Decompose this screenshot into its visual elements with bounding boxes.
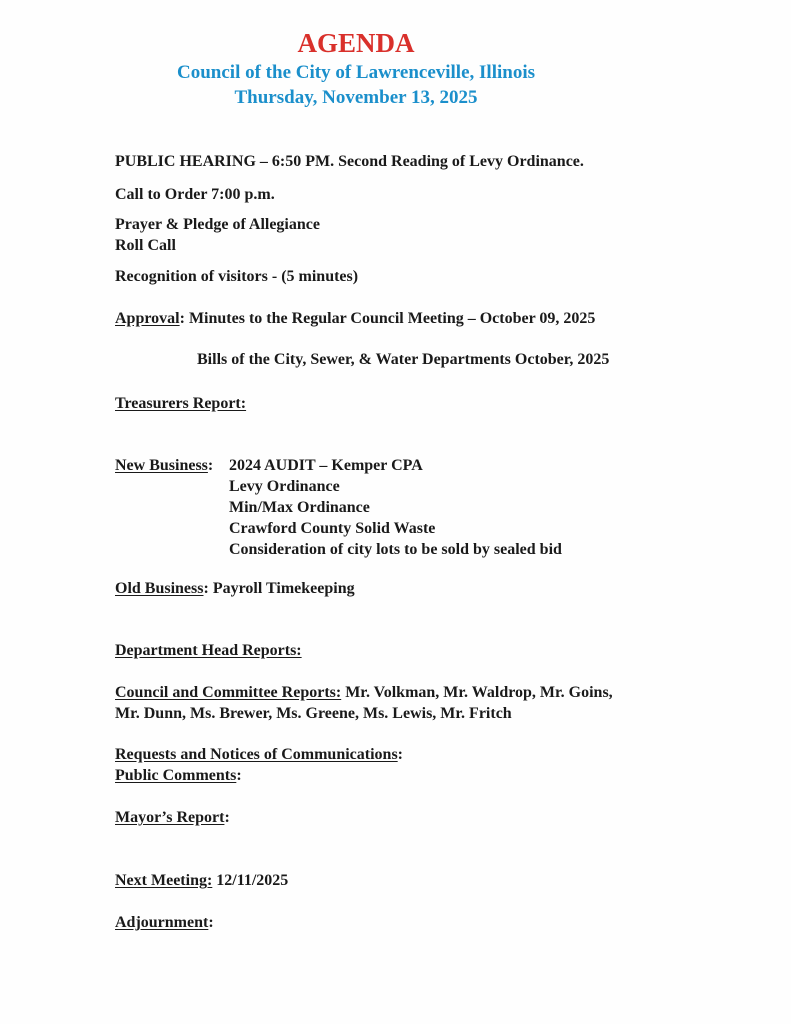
old-business-label: Old Business [115, 580, 204, 597]
requests-colon: : [397, 746, 403, 763]
requests-label: Requests and Notices of Communications [115, 746, 398, 763]
call-to-order: Call to Order 7:00 p.m. [115, 186, 275, 203]
adjournment-colon: : [208, 914, 214, 931]
new-business-label-row [115, 455, 213, 476]
council-reports-members-1: Mr. Volkman, Mr. Waldrop, Mr. Goins, [341, 684, 613, 701]
mayors-report-colon: : [224, 809, 230, 826]
public-comments-label: Public Comments [115, 767, 237, 784]
treasurers-report: Treasurers Report: [115, 395, 247, 412]
requests-section [115, 744, 403, 765]
next-meeting-label: Next Meeting: [115, 872, 213, 889]
council-reports-label: Council and Committee Reports: [115, 684, 342, 701]
mayors-report-label: Mayor’s Report [115, 809, 225, 826]
department-head-reports: Department Head Reports: [115, 642, 302, 659]
public-hearing: PUBLIC HEARING – 6:50 PM. Second Reading of Levy Ordinance. [115, 153, 584, 170]
approval-minutes: Minutes to the Regular Council Meeting – October 09, 2025 [184, 310, 596, 327]
mayors-report-section [115, 807, 230, 828]
list-item: Min/Max Ordinance [229, 499, 370, 516]
adjournment-label: Adjournment [115, 914, 209, 931]
next-meeting-date: 12/11/2025 [212, 872, 289, 889]
list-item: Consideration of city lots to be sold by sealed bid [229, 541, 562, 558]
approval-colon: : [179, 310, 185, 327]
approval-bills: Bills of the City, Sewer, & Water Departments October, 2025 [197, 351, 610, 368]
council-name: Council of the City of Lawrenceville, Illinois [177, 62, 535, 83]
list-item: Levy Ordinance [229, 478, 340, 495]
adjournment-section [115, 912, 214, 933]
new-business-list [229, 455, 562, 560]
public-comments-section [115, 765, 242, 786]
next-meeting-section [115, 870, 288, 891]
roll-call: Roll Call [115, 237, 176, 254]
approval-section [115, 308, 595, 329]
meeting-date: Thursday, November 13, 2025 [234, 87, 478, 108]
agenda-title: AGENDA [297, 28, 415, 58]
old-business-section [115, 578, 355, 599]
approval-label: Approval [115, 310, 180, 327]
old-business-item: Payroll Timekeeping [208, 580, 355, 597]
list-item: Crawford County Solid Waste [229, 520, 436, 537]
council-reports-line1 [115, 682, 613, 703]
new-business-label: New Business [115, 457, 208, 474]
council-reports-members-2: Mr. Dunn, Ms. Brewer, Ms. Greene, Ms. Lewis, Mr. Fritch [115, 705, 512, 722]
old-business-colon: : [203, 580, 209, 597]
public-comments-colon: : [236, 767, 242, 784]
new-business-colon: : [207, 457, 214, 474]
prayer-pledge: Prayer & Pledge of Allegiance [115, 216, 320, 233]
recognition-of-visitors: Recognition of visitors - (5 minutes) [115, 268, 359, 285]
list-item: 2024 AUDIT – Kemper CPA [229, 457, 423, 474]
